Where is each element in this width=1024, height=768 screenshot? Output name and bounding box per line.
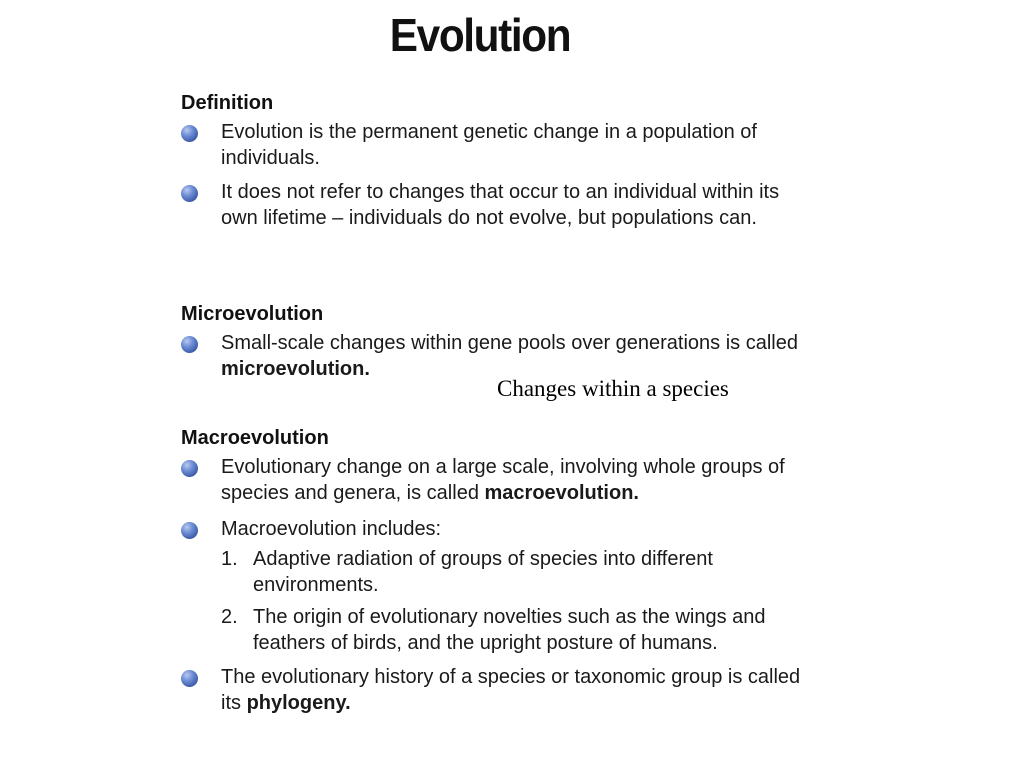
definition-heading: Definition <box>181 92 274 114</box>
bullet-text: Evolutionary change on a large scale, involving whole groups of species and genera, is called <box>221 456 785 504</box>
bullet-icon <box>181 670 198 687</box>
list-item <box>181 454 821 506</box>
list-item <box>181 516 821 656</box>
bullet-icon <box>181 185 198 202</box>
item-text: Adaptive radiation of groups of species into different environments. <box>253 548 713 596</box>
item-number: 2. <box>221 606 238 628</box>
macroevolution-heading: Macroevolution <box>181 427 329 449</box>
annotation-text: Changes within a species <box>497 376 729 401</box>
bullet-text: It does not refer to changes that occur to an individual within its own lifetime – individuals do not evolve, but populations can. <box>221 181 780 229</box>
list-item <box>181 330 821 382</box>
macroevolution-section <box>181 426 821 716</box>
bullet-icon <box>181 460 198 477</box>
list-item <box>181 179 821 231</box>
bullet-bold-term: macroevolution. <box>484 482 639 504</box>
microevolution-section <box>181 302 821 382</box>
list-item <box>181 119 821 171</box>
bullet-icon <box>181 125 198 142</box>
bullet-icon <box>181 522 198 539</box>
list-item <box>181 664 821 716</box>
microevolution-heading: Microevolution <box>181 303 324 325</box>
item-text: The origin of evolutionary novelties such as the wings and feathers of birds, and the upright posture of humans. <box>253 606 766 654</box>
definition-section <box>181 91 821 231</box>
bullet-bold-term: phylogeny. <box>246 692 351 714</box>
bullet-text: Small-scale changes within gene pools over generations is called <box>221 332 798 354</box>
bullet-icon <box>181 336 198 353</box>
bullet-text: Macroevolution includes: <box>221 518 442 540</box>
numbered-item <box>221 604 821 656</box>
bullet-text: Evolution is the permanent genetic change in a population of individuals. <box>221 121 757 169</box>
item-number: 1. <box>221 548 238 570</box>
numbered-item <box>221 546 821 598</box>
bullet-bold-term: microevolution. <box>221 358 370 380</box>
numbered-list <box>221 546 821 656</box>
page-title: Evolution <box>389 9 571 61</box>
bullet-text: The evolutionary history of a species or taxonomic group is called its <box>221 666 801 714</box>
